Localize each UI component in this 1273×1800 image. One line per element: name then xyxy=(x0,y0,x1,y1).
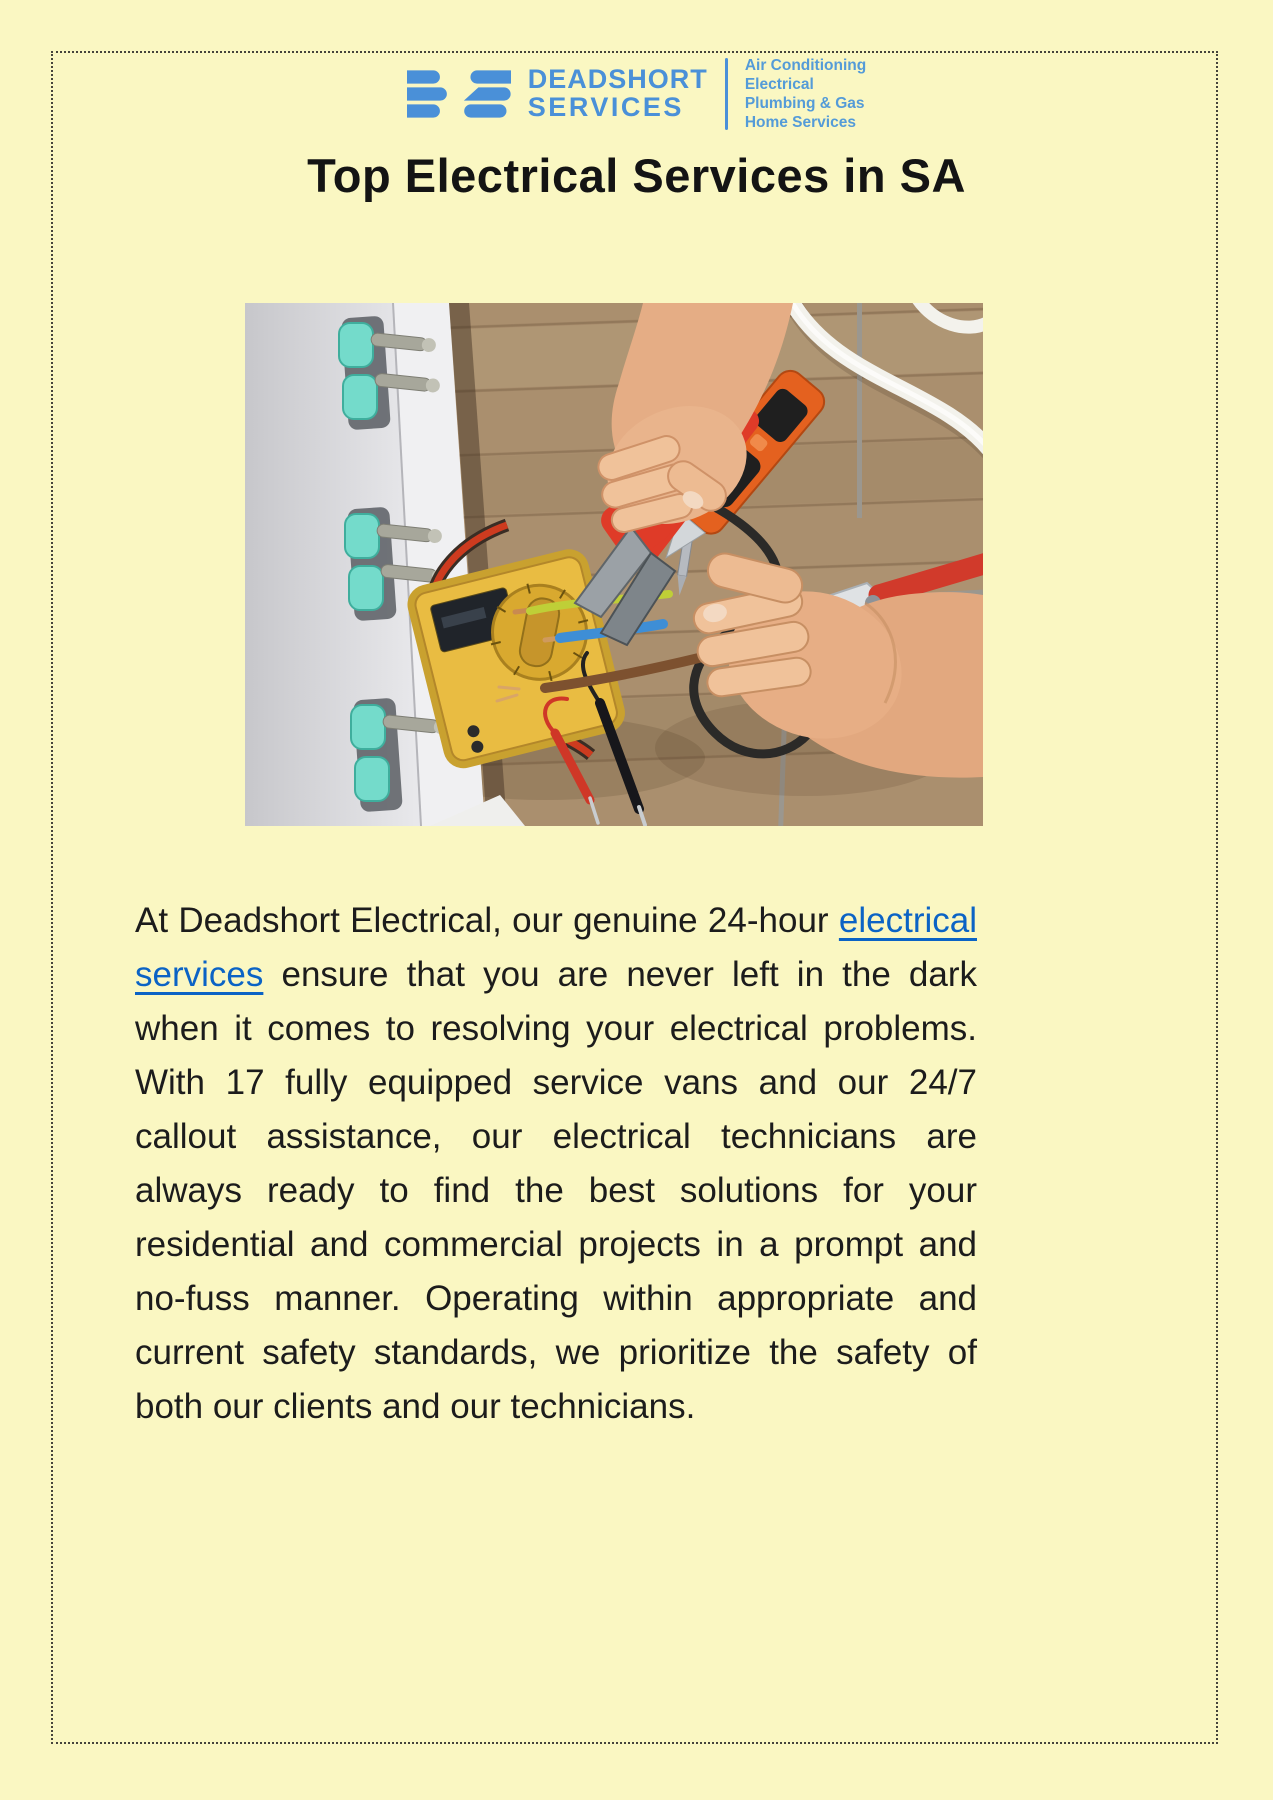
paragraph-text-start: At Deadshort Electrical, our genuine 24-hour xyxy=(135,901,839,940)
logo-name-line2: SERVICES xyxy=(527,92,684,122)
electrician-photo-illustration xyxy=(245,303,983,826)
logo-divider xyxy=(725,58,728,130)
body-paragraph xyxy=(135,894,977,1434)
hero-photo xyxy=(245,303,983,826)
deadshort-logo-icon xyxy=(407,60,511,128)
logo-wordmark xyxy=(528,66,708,121)
electrical-services-link[interactable]: electrical services xyxy=(135,901,977,994)
service-item-plumbing-gas: Plumbing & Gas xyxy=(744,95,865,112)
logo-header xyxy=(0,56,1273,132)
page-title: Top Electrical Services in SA xyxy=(307,149,966,202)
service-item-electrical: Electrical xyxy=(744,76,814,93)
logo-services-list xyxy=(745,56,866,132)
paragraph-text-end: ensure that you are never left in the dark when it comes to resolving your electrical problems. With 17 fully equipped service vans and our 24/7 callout assistance, our electrical technicians are always ready to find the best solutions for your residential and commercial projects in a prompt and no-fuss manner. Operating within appropriate and current safety standards, we prioritize the safety of both our clients and our technicians. xyxy=(135,955,977,1426)
logo-name-line1: DEADSHORT xyxy=(527,64,708,95)
service-item-air-conditioning: Air Conditioning xyxy=(744,57,867,74)
service-item-home-services: Home Services xyxy=(744,114,856,131)
